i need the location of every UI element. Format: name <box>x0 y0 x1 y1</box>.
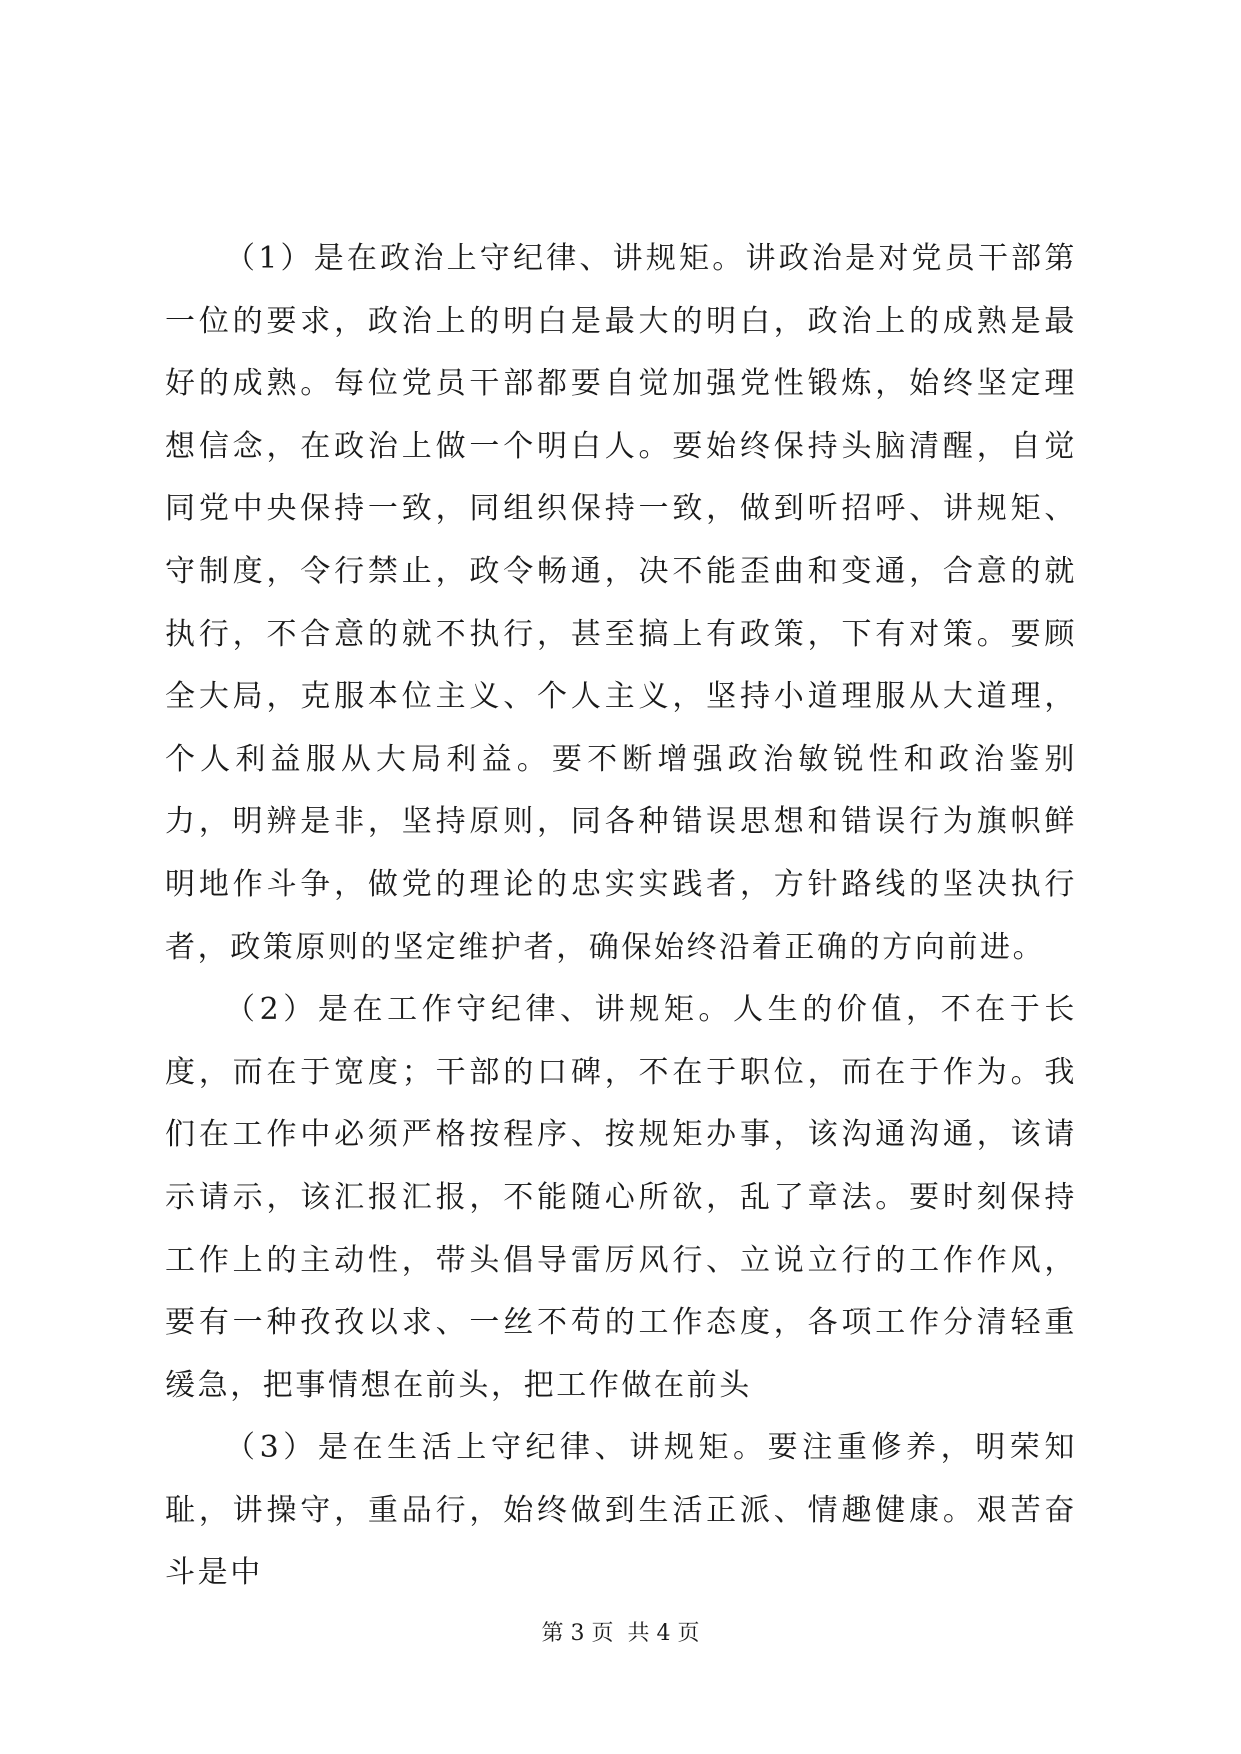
paragraph-2: （2）是在工作守纪律、讲规矩。人生的价值，不在于长度，而在于宽度；干部的口碑，不在于职位，而在于作为。我们在工作中必须严格按程序、按规矩办事，该沟通沟通，该请示请示，该汇报汇报，不能随心所欲，乱了章法。要时刻保持工作上的主动性，带头倡导雷厉风行、立说立行的工作作风，要有一种孜孜以求、一丝不苟的工作态度，各项工作分清轻重缓急，把事情想在前头，把工作做在前头 <box>165 992 1077 1403</box>
page-number-footer: 第 3 页 共 4 页 <box>541 1621 700 1646</box>
paragraph-3: （3）是在生活上守纪律、讲规矩。要注重修养，明荣知耻，讲操守，重品行，始终做到生活正派、情趣健康。艰苦奋斗是中 <box>165 1430 1077 1591</box>
paragraph-1: （1）是在政治上守纪律、讲规矩。讲政治是对党员干部第一位的要求，政治上的明白是最大的明白，政治上的成熟是最好的成熟。每位党员干部都要自觉加强党性锻炼，始终坚定理想信念，在政治上做一个明白人。要始终保持头脑清醒，自觉同党中央保持一致，同组织保持一致，做到听招呼、讲规矩、守制度，令行禁止，政令畅通，决不能歪曲和变通，合意的就执行，不合意的就不执行，甚至搞上有政策，下有对策。要顾全大局，克服本位主义、个人主义，坚持小道理服从大道理，个人利益服从大局利益。要不断增强政治敏锐性和政治鉴别力，明辨是非，坚持原则，同各种错误思想和错误行为旗帜鲜明地作斗争，做党的理论的忠实实践者，方针路线的坚决执行者，政策原则的坚定维护者，确保始终沿着正确的方向前进。 <box>165 241 1077 965</box>
document-body <box>165 228 1077 1605</box>
